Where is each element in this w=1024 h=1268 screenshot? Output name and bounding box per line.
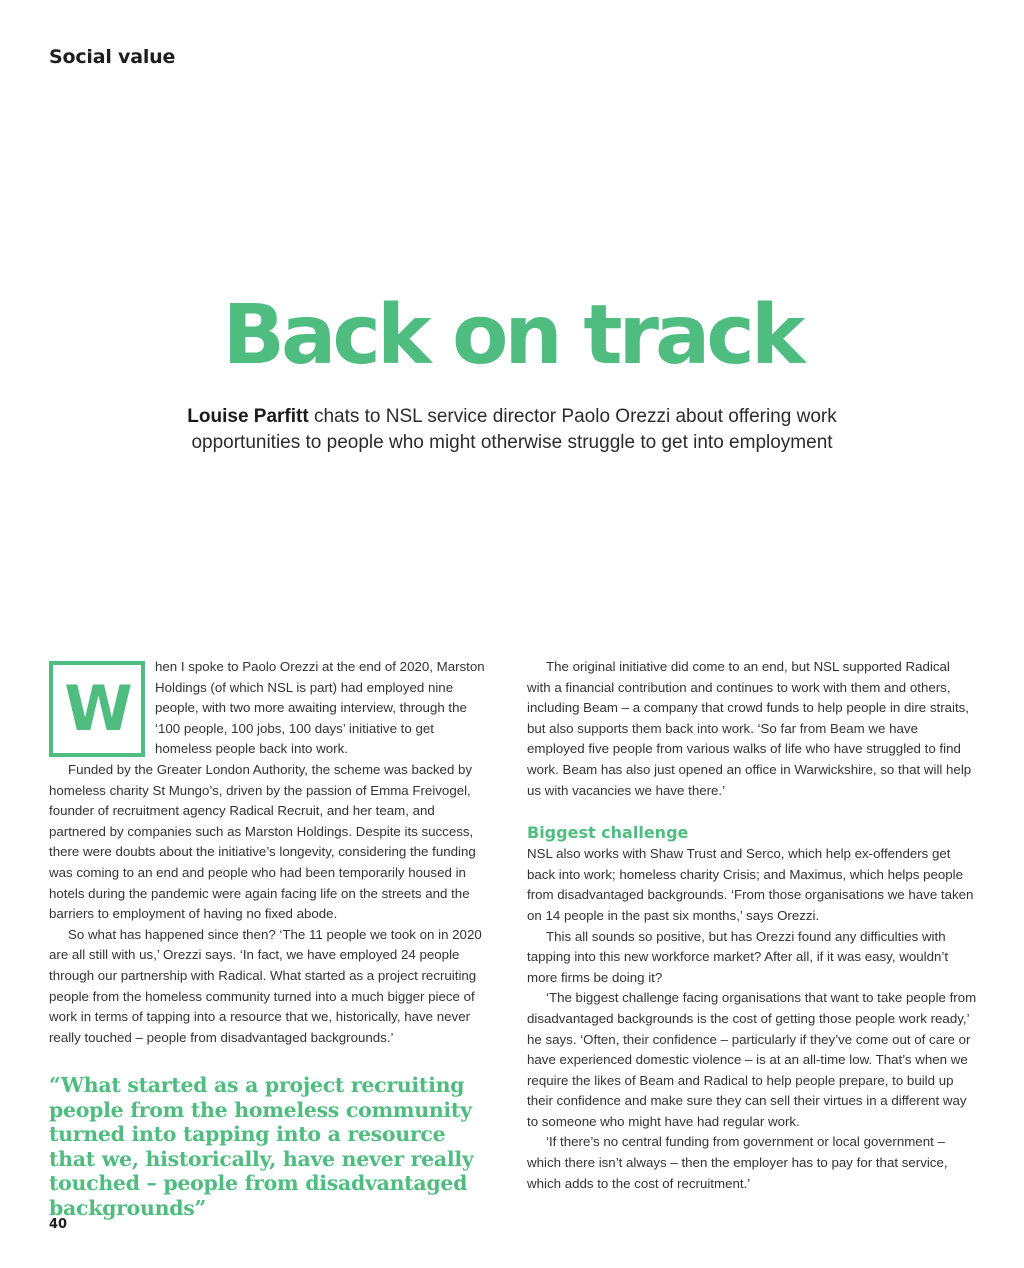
body-paragraph: Funded by the Greater London Authority, the scheme was backed by homeless charity St Mungo’s, driven by the passion of Emma Freivogel, founder of recruitment agency Radical Recruit, and her team, and partnered by companies such as Marston Holdings. Despite its success, there were doubts about the initiative’s longevity, considering the funding was coming to an end and people who had been temporarily housed in hotels during the pandemic were again facing life on the streets and the barriers to employment of having no fixed abode. — [49, 761, 476, 922]
page-number: 40 — [49, 1217, 68, 1232]
body-paragraph: ‘The biggest challenge facing organisations that want to take people from disadvantaged backgrounds is the cost of getting those people work ready,’ he says. ‘Often, their confidence – particularly if they’ve come out of care or have experienced domestic violence – is at an all-time low. That’s when we require the likes of Beam and Radical to help people prepare, to build up their confidence and make sure they can sell their virtues in a different way to someone who might have had regular work. — [527, 990, 977, 1129]
body-paragraph: So what has happened since then? ‘The 11 people we took on in 2020 are all still with us,’ Orezzi says. ‘In fact, we have employed 24 people through our partnership with Radical. What started as a project recruiting people from the homeless community turned into a much bigger piece of work in terms of tapping into a resource that we, historically, have never really touched – people from disadvantaged backgrounds.’ — [49, 926, 482, 1045]
subheading: Biggest challenge — [527, 823, 689, 843]
pull-quote: “What started as a project recruiting people from the homeless community turned into tapping into a resource that we, historically, have never really touched – people from disadvantaged backgrounds” — [49, 1073, 474, 1220]
left-column — [49, 657, 489, 1048]
right-column — [527, 657, 977, 1194]
section-label: Social value — [49, 46, 176, 68]
standfirst — [160, 404, 864, 456]
intro-paragraph-wrap — [49, 657, 489, 760]
standfirst-author: Louise Parfitt — [187, 406, 309, 427]
body-paragraph: The original initiative did come to an end, but NSL supported Radical with a financial contribution and continues to work with them and others, including Beam – a company that crowd funds to help people in dire straits, but also supports them back into work. ‘So far from Beam we have employed five people from various walks of life who have struggled to find work. Beam has also just opened an office in Warwickshire, so that will help us with vacancies we have there.’ — [527, 659, 972, 798]
standfirst-line1: chats to NSL service director Paolo Orezzi about offering work — [308, 406, 837, 427]
standfirst-line2: opportunities to people who might otherwise struggle to get into employment — [191, 432, 833, 453]
body-paragraph: NSL also works with Shaw Trust and Serco, which help ex-offenders get back into work; homeless charity Crisis; and Maximus, which helps people from disadvantaged backgrounds. ‘From those organisations we have taken on 14 people in the past six months,’ says Orezzi. — [527, 846, 974, 923]
body-paragraph: ‘If there’s no central funding from government or local government – which there isn’t always – then the employer has to pay for that service, which adds to the cost of recruitment.’ — [527, 1134, 948, 1191]
body-paragraph: This all sounds so positive, but has Orezzi found any difficulties with tapping into this new workforce market? After all, if it was easy, wouldn’t more firms be doing it? — [527, 928, 949, 985]
headline: Back on track — [222, 288, 802, 383]
body-paragraph: hen I spoke to Paolo Orezzi at the end of 2020, Marston Holdings (of which NSL is part) had employed nine people, with two more awaiting interview, through the ‘100 people, 100 jobs, 100 days’ initiative to get homeless people back into work. — [155, 659, 485, 757]
drop-cap: W — [49, 661, 145, 757]
